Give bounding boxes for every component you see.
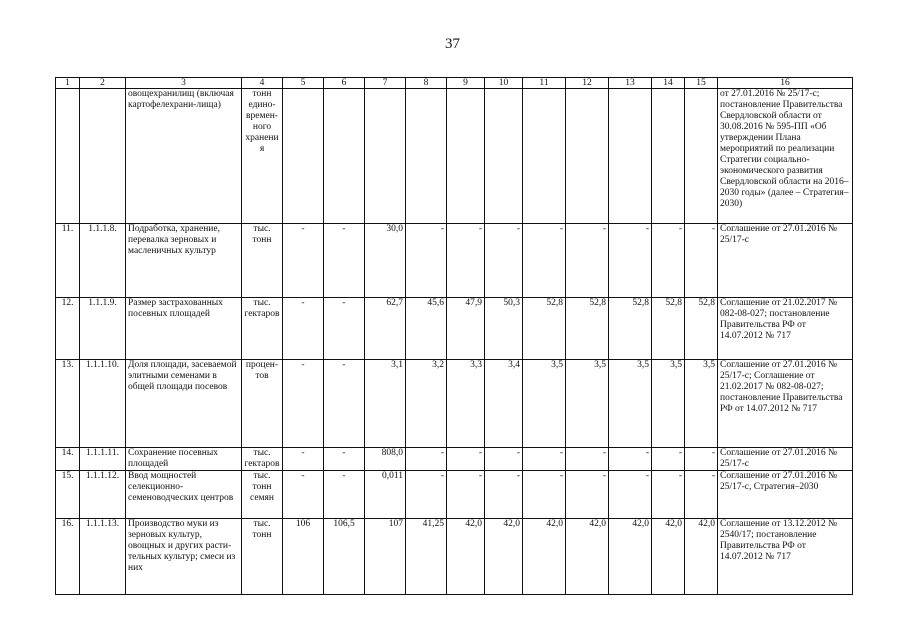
column-header: 6: [324, 78, 365, 89]
column-header: 13: [609, 78, 652, 89]
indicator-name-cell: Размер застрахованных посевных площадей: [126, 298, 242, 360]
row-code-cell: 1.1.1.9.: [80, 298, 126, 360]
value-cell: -: [523, 471, 566, 519]
row-code-cell: 1.1.1.8.: [80, 224, 126, 298]
table-body: [56, 89, 853, 595]
value-cell: 3,5: [652, 360, 685, 448]
value-cell: -: [685, 448, 718, 471]
indicator-name-cell: овощехранилищ (включая картофелехрани-лища): [126, 89, 242, 224]
table-row: [56, 360, 853, 448]
value-cell: -: [609, 448, 652, 471]
value-cell: 42,0: [609, 519, 652, 595]
value-cell: -: [324, 471, 365, 519]
value-cell: -: [283, 448, 324, 471]
column-header: 10: [485, 78, 523, 89]
basis-cell: Соглашение от 27.01.2016 № 25/17-с: [718, 448, 853, 471]
row-code-cell: 1.1.1.10.: [80, 360, 126, 448]
value-cell: -: [283, 471, 324, 519]
value-cell: -: [283, 298, 324, 360]
value-cell: -: [523, 448, 566, 471]
value-cell: -: [485, 448, 523, 471]
indicator-name-cell: Производство муки из зерновых культур, овощных и других расти-тельных культур; смеси из них: [126, 519, 242, 595]
basis-cell: Соглашение от 27.01.2016 № 25/17-с, Стратегия–2030: [718, 471, 853, 519]
column-header: 12: [566, 78, 609, 89]
value-cell: -: [324, 448, 365, 471]
unit-cell: тонн едино-времен-ного хранения: [242, 89, 283, 224]
value-cell: -: [406, 471, 447, 519]
column-header: 16: [718, 78, 853, 89]
unit-cell: процен-тов: [242, 360, 283, 448]
value-cell: 106,5: [324, 519, 365, 595]
indicator-name-cell: Сохранение посевных площадей: [126, 448, 242, 471]
value-cell: 3,4: [485, 360, 523, 448]
basis-cell: от 27.01.2016 № 25/17-с; постановление Правительства Свердловской области от 30.08.2016 № 595-ПП «Об утверждении Плана мероприятий по реализации Стратегии социально-экономического развития Свердловской области на 2016–2030 годы» (далее – Стратегия–2030): [718, 89, 853, 224]
unit-cell: тыс. гектаров: [242, 448, 283, 471]
column-header: 2: [80, 78, 126, 89]
row-number-cell: 12.: [56, 298, 80, 360]
row-number-cell: 14.: [56, 448, 80, 471]
value-cell: -: [283, 224, 324, 298]
value-cell: -: [652, 224, 685, 298]
row-code-cell: [80, 89, 126, 224]
value-cell: 30,0: [365, 224, 406, 298]
value-cell: -: [406, 448, 447, 471]
value-cell: [485, 89, 523, 224]
basis-cell: Соглашение от 21.02.2017 № 082-08-027; постановление Правительства РФ от 14.07.2012 № 717: [718, 298, 853, 360]
indicator-name-cell: Ввод мощностей селекционно-семеноводческих центров: [126, 471, 242, 519]
value-cell: -: [609, 224, 652, 298]
value-cell: 42,0: [566, 519, 609, 595]
value-cell: 52,8: [685, 298, 718, 360]
value-cell: 3,2: [406, 360, 447, 448]
row-number-cell: [56, 89, 80, 224]
value-cell: 47,9: [447, 298, 485, 360]
value-cell: -: [652, 448, 685, 471]
value-cell: 42,0: [523, 519, 566, 595]
unit-cell: тыс. тонн семян: [242, 471, 283, 519]
value-cell: 808,0: [365, 448, 406, 471]
value-cell: 3,3: [447, 360, 485, 448]
value-cell: 3,5: [685, 360, 718, 448]
value-cell: -: [447, 224, 485, 298]
value-cell: 52,8: [566, 298, 609, 360]
unit-cell: тыс. тонн: [242, 224, 283, 298]
value-cell: 106: [283, 519, 324, 595]
value-cell: 50,3: [485, 298, 523, 360]
table-row: [56, 448, 853, 471]
value-cell: [523, 89, 566, 224]
table-row: [56, 89, 853, 224]
value-cell: -: [283, 360, 324, 448]
value-cell: -: [523, 224, 566, 298]
value-cell: -: [324, 298, 365, 360]
value-cell: [447, 89, 485, 224]
indicator-name-cell: Доля площади, засеваемой элитными семенами в общей площади посевов: [126, 360, 242, 448]
table-row: [56, 298, 853, 360]
table-row: [56, 519, 853, 595]
row-number-cell: 13.: [56, 360, 80, 448]
value-cell: 52,8: [609, 298, 652, 360]
column-header: 7: [365, 78, 406, 89]
row-code-cell: 1.1.1.12.: [80, 471, 126, 519]
column-header: 5: [283, 78, 324, 89]
value-cell: [406, 89, 447, 224]
column-header: 14: [652, 78, 685, 89]
value-cell: -: [566, 224, 609, 298]
value-cell: 62,7: [365, 298, 406, 360]
column-header: 1: [56, 78, 80, 89]
value-cell: -: [566, 448, 609, 471]
value-cell: [324, 89, 365, 224]
basis-cell: Соглашение от 27.01.2016 № 25/17-с: [718, 224, 853, 298]
column-header: 8: [406, 78, 447, 89]
value-cell: 0,011: [365, 471, 406, 519]
row-number-cell: 15.: [56, 471, 80, 519]
value-cell: 52,8: [523, 298, 566, 360]
value-cell: 42,0: [685, 519, 718, 595]
table-row: [56, 224, 853, 298]
value-cell: -: [566, 471, 609, 519]
header-row: [56, 78, 853, 89]
unit-cell: тыс. гектаров: [242, 298, 283, 360]
value-cell: -: [685, 471, 718, 519]
value-cell: -: [324, 224, 365, 298]
value-cell: 41,25: [406, 519, 447, 595]
value-cell: -: [406, 224, 447, 298]
value-cell: -: [485, 471, 523, 519]
value-cell: [685, 89, 718, 224]
value-cell: 3,5: [566, 360, 609, 448]
column-header: 11: [523, 78, 566, 89]
value-cell: [652, 89, 685, 224]
value-cell: 3,5: [609, 360, 652, 448]
value-cell: 52,8: [652, 298, 685, 360]
indicators-table: [55, 77, 853, 595]
page-number: 37: [445, 36, 460, 52]
value-cell: 3,1: [365, 360, 406, 448]
value-cell: [365, 89, 406, 224]
column-header: 3: [126, 78, 242, 89]
basis-cell: Соглашение от 27.01.2016 № 25/17-с; Соглашение от 21.02.2017 № 082-08-027; постановление Правительства РФ от 14.07.2012 № 717: [718, 360, 853, 448]
value-cell: [566, 89, 609, 224]
basis-cell: Соглашение от 13.12.2012 № 2540/17; постановление Правительства РФ от 14.07.2012 № 717: [718, 519, 853, 595]
unit-cell: тыс. тонн: [242, 519, 283, 595]
value-cell: 107: [365, 519, 406, 595]
row-number-cell: 11.: [56, 224, 80, 298]
row-code-cell: 1.1.1.11.: [80, 448, 126, 471]
value-cell: -: [447, 448, 485, 471]
column-header: 9: [447, 78, 485, 89]
value-cell: 42,0: [485, 519, 523, 595]
value-cell: [609, 89, 652, 224]
column-header: 4: [242, 78, 283, 89]
value-cell: [283, 89, 324, 224]
row-number-cell: 16.: [56, 519, 80, 595]
value-cell: -: [324, 360, 365, 448]
value-cell: 42,0: [652, 519, 685, 595]
value-cell: -: [652, 471, 685, 519]
value-cell: -: [609, 471, 652, 519]
indicator-name-cell: Подработка, хранение, перевалка зерновых и масленичных культур: [126, 224, 242, 298]
row-code-cell: 1.1.1.13.: [80, 519, 126, 595]
table-row: [56, 471, 853, 519]
column-header: 15: [685, 78, 718, 89]
value-cell: 45,6: [406, 298, 447, 360]
value-cell: -: [447, 471, 485, 519]
value-cell: 42,0: [447, 519, 485, 595]
value-cell: -: [685, 224, 718, 298]
value-cell: 3,5: [523, 360, 566, 448]
value-cell: -: [485, 224, 523, 298]
